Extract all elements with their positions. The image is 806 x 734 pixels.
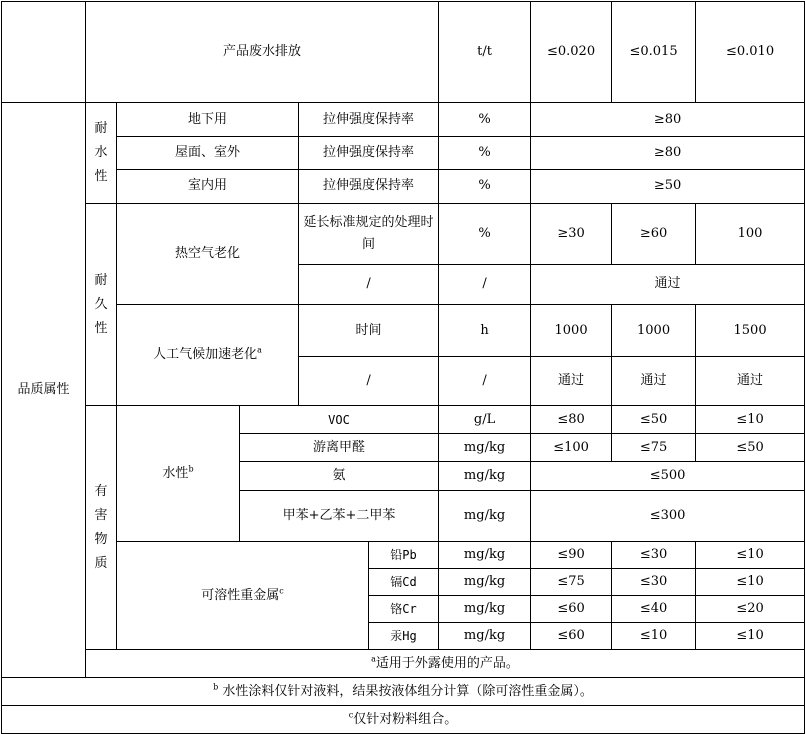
formaldehyde-v3: ≤50 [696,434,805,462]
water-resistance-label [86,103,117,204]
heat-aging-unit: % [439,204,531,265]
water-indoor-row [2,169,805,203]
mercury-v3: ≤10 [696,623,805,650]
formaldehyde-v2: ≤75 [612,434,696,462]
cadmium-v2: ≤30 [612,569,696,596]
voc-unit: g/L [439,406,531,434]
heat-aging-v1: ≥30 [531,204,612,265]
vert-char: 水 [94,145,108,160]
vert-char: 性 [94,320,108,336]
btx-unit: mg/kg [439,491,531,542]
underground-unit: % [439,103,531,137]
chromium-v3: ≤20 [696,596,805,623]
roof-unit: % [439,137,531,170]
indoor-value: ≥50 [531,169,805,203]
heat-aging-value2: 通过 [531,264,805,304]
vert-char: 害 [94,507,108,523]
vert-char: 物 [94,531,108,547]
lead-v2: ≤30 [612,542,696,569]
footnote-a-row [2,650,805,678]
formaldehyde-name: 游离甲醛 [240,434,439,462]
heat-aging-label: 热空气老化 [117,204,299,305]
footnote-mark: c [348,710,354,720]
footnote-mark: b [213,682,219,692]
indoor-label: 室内用 [117,169,299,203]
vert-char: 性 [94,169,108,184]
harmful-label [86,406,117,650]
underground-label: 地下用 [117,103,299,137]
footnote-mark-a: a [257,345,262,355]
weathering-label-text: 人工气候加速老化 [153,347,258,362]
weathering-unit: h [439,305,531,357]
indoor-unit: % [439,169,531,203]
durability-label [86,204,117,406]
lead-v1: ≤90 [531,542,612,569]
footnote-c [2,706,805,734]
roof-value: ≥80 [531,137,805,170]
mercury-unit: mg/kg [439,623,531,650]
footnote-text: 适用于外露使用的产品。 [375,655,519,671]
underground-value: ≥80 [531,103,805,137]
footnote-mark: a [371,654,376,664]
vert-char: 质 [94,555,108,571]
waterborne-label [117,406,240,542]
ammonia-unit: mg/kg [439,462,531,491]
footnote-b [2,678,805,706]
lead-name: 铅Pb [369,542,439,569]
lead-v3: ≤10 [696,542,805,569]
formaldehyde-v1: ≤100 [531,434,612,462]
weathering-r3: 通过 [696,357,805,406]
vert-char: 久 [94,296,108,312]
wastewater-v2: ≤0.015 [612,2,696,103]
wastewater-unit: t/t [439,2,531,103]
btx-value: ≤300 [531,491,805,542]
weathering-label [117,305,299,406]
ammonia-value: ≤500 [531,462,805,491]
voc-v2: ≤50 [612,406,696,434]
footnote-text: 仅针对粉料组合。 [353,711,458,727]
footnote-a [86,650,805,678]
cadmium-name: 镉Cd [369,569,439,596]
footnote-mark-c: c [279,586,284,596]
vert-char: 耐 [94,121,108,136]
weathering-v2: 1000 [612,305,696,357]
cadmium-v3: ≤10 [696,569,805,596]
voc-v3: ≤10 [696,406,805,434]
heavy-metals-label-text: 可溶性重金属 [201,587,280,603]
water-roof-row [2,137,805,170]
weathering-index2: / [299,357,439,406]
btx-name: 甲苯+乙苯+二甲苯 [240,491,439,542]
footnote-c-row [2,706,805,734]
heat-aging-v2: ≥60 [612,204,696,265]
heat-aging-index: 延长标准规定的处理时间 [299,204,439,265]
cadmium-v1: ≤75 [531,569,612,596]
weathering-r1: 通过 [531,357,612,406]
chromium-v2: ≤40 [612,596,696,623]
chromium-unit: mg/kg [439,596,531,623]
mercury-v1: ≤60 [531,623,612,650]
footnote-text: 水性涂料仅针对液料，结果按液体组分计算（除可溶性重金属）。 [222,683,593,699]
heat-aging-unit2: / [439,264,531,304]
indoor-index: 拉伸强度保持率 [299,169,439,203]
roof-label: 屋面、室外 [117,137,299,170]
lead-unit: mg/kg [439,542,531,569]
spec-table [1,1,805,734]
heat-aging-index2: / [299,264,439,304]
water-underground-row [2,103,805,137]
lead-row [2,542,805,569]
chromium-v1: ≤60 [531,596,612,623]
weathering-unit2: / [439,357,531,406]
voc-row [2,406,805,434]
heavy-metals-label [117,542,369,650]
voc-v1: ≤80 [531,406,612,434]
mercury-v2: ≤10 [612,623,696,650]
wastewater-v3: ≤0.010 [696,2,805,103]
blank-cell [2,2,86,103]
ammonia-name: 氨 [240,462,439,491]
category-label: 品质属性 [2,103,86,678]
weathering-v1: 1000 [531,305,612,357]
vert-char: 耐 [94,272,108,288]
heat-aging-v3: 100 [696,204,805,265]
vert-char: 有 [94,483,108,499]
underground-index: 拉伸强度保持率 [299,103,439,137]
cadmium-unit: mg/kg [439,569,531,596]
weathering-v3: 1500 [696,305,805,357]
footnote-mark-b: b [188,464,194,474]
formaldehyde-unit: mg/kg [439,434,531,462]
wastewater-row [2,2,805,103]
footnote-b-row [2,678,805,706]
weathering-row [2,305,805,357]
weathering-index: 时间 [299,305,439,357]
waterborne-label-text: 水性 [162,465,189,481]
wastewater-label: 产品废水排放 [86,2,439,103]
wastewater-v1: ≤0.020 [531,2,612,103]
chromium-name: 铬Cr [369,596,439,623]
mercury-name: 汞Hg [369,623,439,650]
voc-name: VOC [240,406,439,434]
weathering-r2: 通过 [612,357,696,406]
roof-index: 拉伸强度保持率 [299,137,439,170]
heat-aging-row [2,204,805,265]
